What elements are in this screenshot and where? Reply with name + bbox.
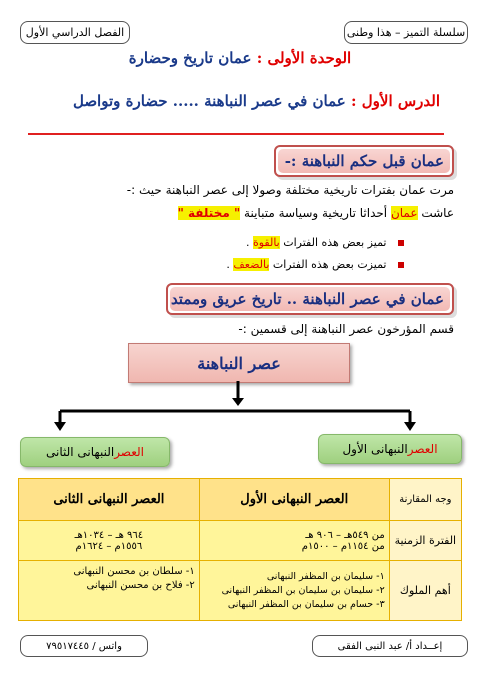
line2-oman: عمان <box>390 206 418 220</box>
phone-text: واتس / ٧٩٥١٧٤٤٥ <box>46 640 122 652</box>
first-period-rest: النبهانى الأول <box>342 442 408 456</box>
line2-part-b: أحداثا تاريخية وسياسة متباينة <box>240 206 391 220</box>
period-second-cell <box>19 521 200 561</box>
diagram-first-period <box>318 434 462 464</box>
period-first-cell <box>199 521 389 561</box>
semester-header-text: الفصل الدراسي الأول <box>25 26 125 39</box>
second-period-red: العصر <box>114 445 144 459</box>
period-second-hijri: ٩٦٤ هـ – ١٠٣٤هـ <box>74 529 144 541</box>
table-header-first: العصر النبهانى الأول <box>199 479 389 521</box>
bullet-2-end: . <box>226 258 234 271</box>
line2-highlight: " مختلفة " <box>177 206 241 220</box>
kings-second-cell <box>19 561 200 621</box>
bullet-1-end: . <box>245 236 253 249</box>
author-footer <box>312 635 468 657</box>
comparison-table <box>18 478 462 621</box>
row-label-period: الفترة الزمنية <box>389 521 461 561</box>
kings-first-cell <box>199 561 389 621</box>
phone-footer <box>20 635 148 657</box>
diagram-root-label: عصر النباهنة <box>197 353 281 373</box>
lesson-prefix: الدرس الأول : <box>350 92 440 110</box>
author-text: إعــداد أ/ عبد النبى الفقى <box>337 640 443 652</box>
period-first-greg: من ١١٥٤م – ١٥٠٠م <box>301 540 385 552</box>
king-first-1: ١- سليمان بن المظفر النبهانى <box>266 570 385 582</box>
first-period-red: العصر <box>407 442 438 456</box>
king-second-1: ١- سلطان بن محسن النبهانى <box>73 566 195 577</box>
section1-heading: عمان قبل حكم النباهنة :- <box>284 152 444 170</box>
bullet-2-text: تميزت بعض هذه الفترات <box>269 258 387 271</box>
table-row <box>19 561 462 621</box>
section2-intro: قسم المؤرخون عصر النباهنة إلى قسمين :- <box>238 322 454 336</box>
table-header-row <box>19 479 462 521</box>
line2-part-a: عاشت <box>417 206 454 220</box>
period-first-hijri: من ٥٤٩هـ – ٩٠٦ هـ <box>305 529 385 541</box>
bullet-1-highlight: بالقوة <box>252 236 280 249</box>
bullet-1-text: تميز بعض هذه الفترات <box>279 236 387 249</box>
bullet-2-highlight: بالضعف <box>233 258 270 271</box>
section1-line1: مرت عمان بفترات تاريخية مختلفة وصولا إلى عصر النباهنة حيث :- <box>126 183 454 197</box>
period-second-greg: ١٥٥٦م – ١٦٢٤م <box>75 540 143 552</box>
table-header-second: العصر النبهانى الثانى <box>19 479 200 521</box>
king-first-2: ٢- سليمان بن سليمان بن المظفر النبهانى <box>221 584 385 596</box>
unit-name: عمان تاريخ وحضارة <box>128 49 252 67</box>
second-period-rest: النبهانى الثانى <box>46 445 115 459</box>
unit-prefix: الوحدة الأولى : <box>256 49 352 67</box>
king-first-3: ٣- حسام بن سليمان بن المظفر النبهانى <box>227 598 385 610</box>
diagram-second-period <box>20 437 170 467</box>
king-second-2: ٢- فلاح بن محسن النبهانى <box>86 580 195 591</box>
table-header-side: وجه المقارنة <box>389 479 461 521</box>
row-label-kings: أهم الملوك <box>389 561 461 621</box>
section2-heading: عمان في عصر النباهنة .. تاريخ عريق وممتد <box>170 290 444 308</box>
table-row <box>19 521 462 561</box>
lesson-name: عمان في عصر النباهنة ..... حضارة وتواصل <box>72 92 346 110</box>
series-header-text: سلسلة التميز – هذا وطنى <box>346 26 466 39</box>
